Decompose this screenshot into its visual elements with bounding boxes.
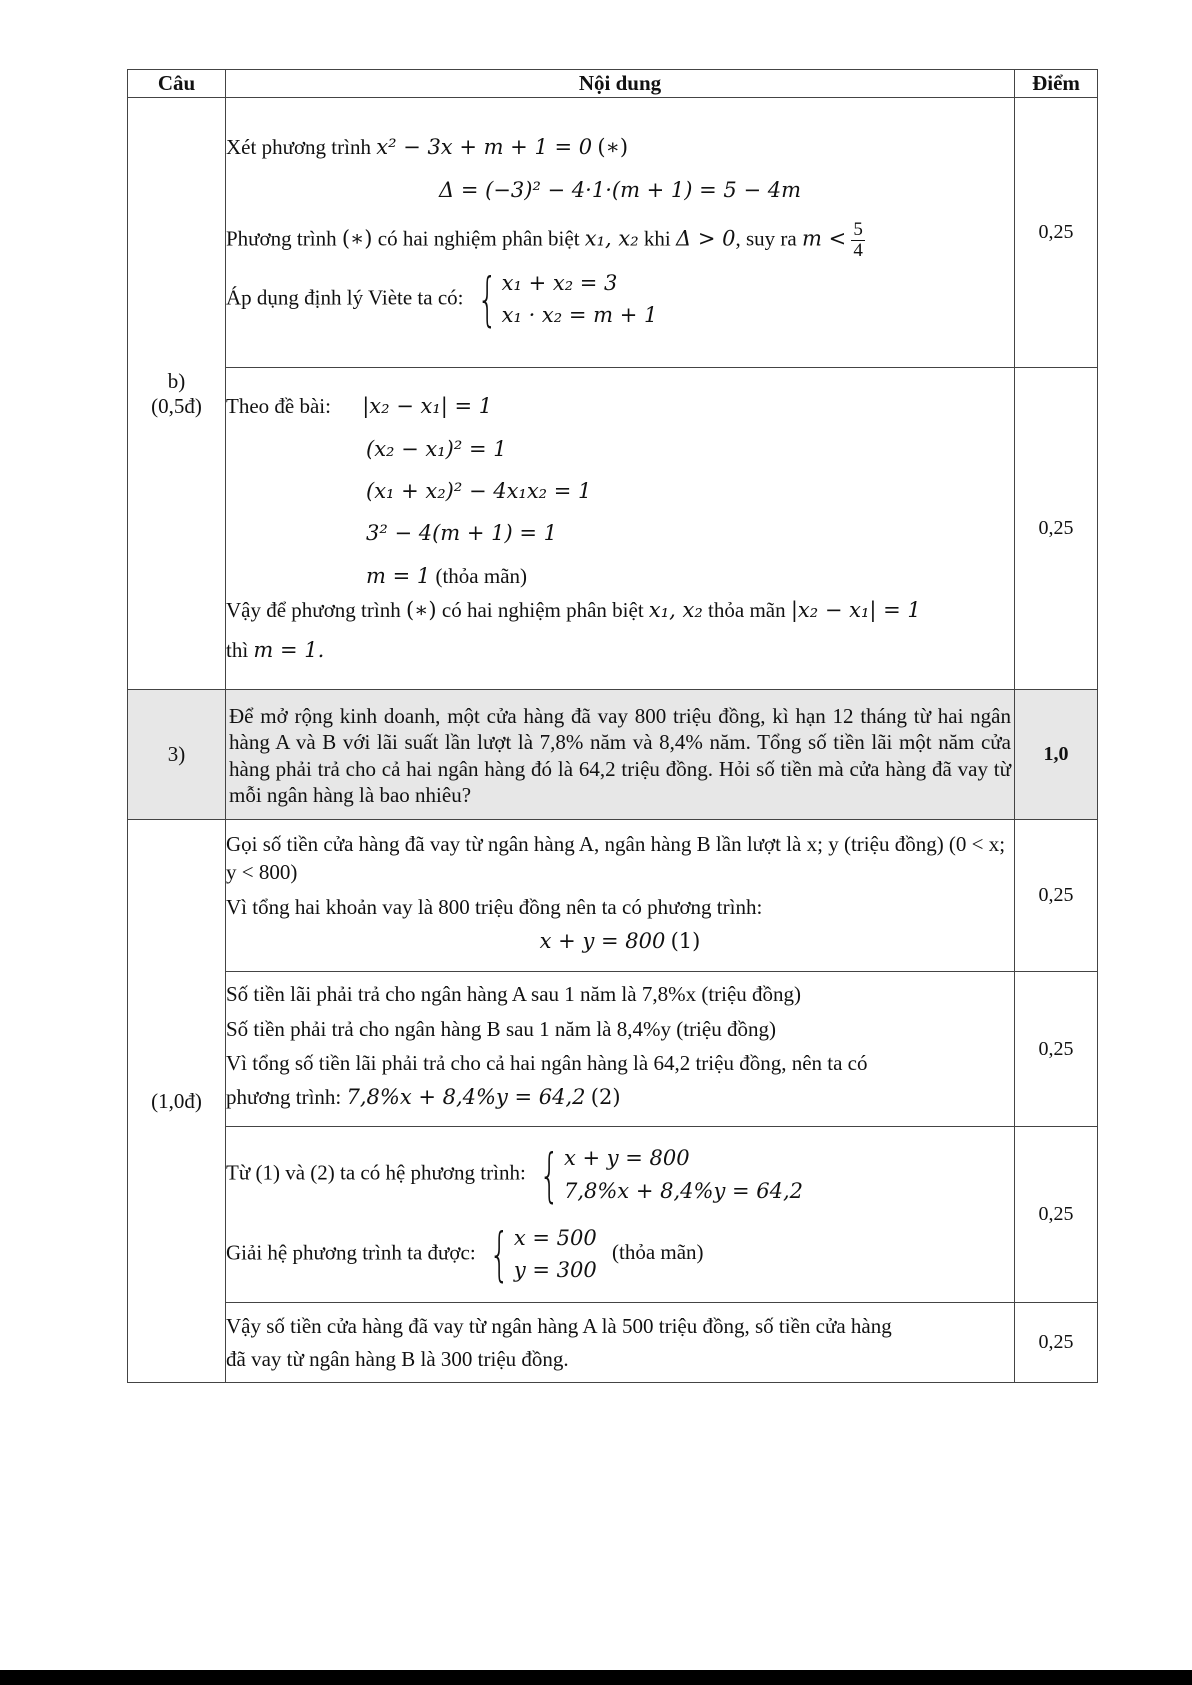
part-b-label-cell	[128, 98, 226, 690]
conclusion-line	[226, 596, 1014, 624]
equation-1: x + y = 800	[539, 928, 666, 953]
part-3-score-4: 0,25	[1015, 1303, 1098, 1383]
viete-row-2: x₁ · x₂ = m + 1	[501, 303, 658, 328]
cond-delta: Δ > 0	[676, 226, 736, 251]
part-3-block-4	[226, 1303, 1015, 1383]
equation-1-tag: (1)	[670, 928, 701, 953]
part-3-block-1	[226, 820, 1015, 972]
solution-row-1: x = 500	[513, 1225, 597, 1250]
concl-text-3: thỏa mãn	[708, 598, 786, 623]
part-b-label: b)	[167, 368, 186, 393]
xet-equation: x² − 3x + m + 1 = 0	[376, 135, 593, 160]
equation-system	[531, 1142, 803, 1207]
block1-line-1: Gọi số tiền cửa hàng đã vay từ ngân hàng A, ngân hàng B lần lượt là x; y (triệu đồng) (0 < x; y < 800)	[226, 831, 1006, 885]
cond-text-2: có hai nghiệm phân biệt	[377, 226, 580, 251]
bottom-border	[0, 1670, 1192, 1685]
part-b-points: (0,5đ)	[151, 393, 202, 418]
part-3-problem: Để mở rộng kinh doanh, một cửa hàng đã vay 800 triệu đồng, kì hạn 12 tháng từ hai ngân hàng A và B với lãi suất lần lượt là 7,8% năm và 8,4% năm. Tổng số tiền lãi một năm cửa hàng phải trả cho cả hai ngân hàng đó là 64,2 triệu đồng. Hỏi số tiền mà cửa hàng đã vay từ mỗi ngân hàng là bao nhiêu?	[226, 690, 1015, 820]
concl-text-1: Vậy để phương trình	[226, 598, 401, 623]
step-5-line	[226, 562, 1014, 590]
step-4: 3² − 4(m + 1) = 1	[366, 521, 557, 546]
step-5: m = 1	[366, 563, 431, 588]
block4-line-1: Vậy số tiền cửa hàng đã vay từ ngân hàng A là 500 triệu đồng, số tiền cửa hàng	[226, 1314, 892, 1339]
system-line	[226, 1142, 1014, 1207]
solution-note: (thỏa mãn)	[612, 1239, 704, 1264]
delta-equation: Δ = (−3)² − 4·1·(m + 1) = 5 − 4m	[438, 177, 802, 202]
part-3-label: 3)	[128, 690, 226, 820]
viete-text: Áp dụng định lý Viète ta có:	[226, 285, 464, 310]
equation-2: 7,8%x + 8,4%y = 64,2	[346, 1085, 586, 1110]
solution-row-2: y = 300	[513, 1258, 597, 1283]
part-3-row-3	[128, 1127, 1098, 1303]
step-2-line	[226, 435, 1014, 463]
block2-line-2: Số tiền phải trả cho ngân hàng B sau 1 năm là 8,4%y (triệu đồng)	[226, 1016, 776, 1041]
block1-equation-line	[226, 927, 1014, 955]
part-b-score-2: 0,25	[1015, 368, 1098, 690]
cond-star: (∗)	[341, 226, 373, 251]
concl-vars: x₁, x₂	[648, 598, 703, 623]
fraction-5-4	[851, 220, 865, 261]
solution-line	[226, 1222, 1014, 1287]
block2-line-4-text: phương trình:	[226, 1085, 342, 1110]
concl-m: m = 1.	[253, 638, 325, 663]
concl-star: (∗)	[405, 598, 437, 623]
fraction-denominator: 4	[853, 239, 863, 261]
part-b-score-1: 0,25	[1015, 98, 1098, 368]
delta-line	[226, 176, 1014, 204]
step-5-note: (thỏa mãn)	[435, 563, 528, 588]
xet-text: Xét phương trình	[226, 135, 371, 160]
theo-text: Theo đề bài:	[226, 394, 331, 419]
part-3-points: (1,0đ)	[128, 820, 226, 1383]
conclusion-line-2	[226, 636, 1014, 664]
cond-vars: x₁, x₂	[584, 226, 639, 251]
part-3-score-1: 0,25	[1015, 820, 1098, 972]
brace-icon: {	[539, 1140, 560, 1209]
part-b-row-2	[128, 368, 1098, 690]
part-b-block-1	[226, 98, 1015, 368]
viete-line	[226, 267, 1014, 332]
viete-row-1: x₁ + x₂ = 3	[501, 270, 618, 295]
block4-line-2: đã vay từ ngân hàng B là 300 triệu đồng.	[226, 1346, 569, 1371]
part-3-row-4	[128, 1303, 1098, 1383]
block1-line-2: Vì tổng hai khoản vay là 800 triệu đồng nên ta có phương trình:	[226, 894, 763, 919]
brace-icon: {	[477, 265, 498, 334]
fraction-numerator: 5	[853, 218, 863, 240]
part-b-block-2	[226, 368, 1015, 690]
theo-line	[226, 392, 1014, 420]
part-3-row-2	[128, 972, 1098, 1127]
part-3-row-1	[128, 820, 1098, 972]
step-3: (x₁ + x₂)² − 4x₁x₂ = 1	[366, 478, 592, 503]
block2-line-1: Số tiền lãi phải trả cho ngân hàng A sau 1 năm là 7,8%x (triệu đồng)	[226, 982, 802, 1007]
part-3-problem-row	[128, 690, 1098, 820]
brace-icon: {	[489, 1220, 510, 1289]
solution-system	[481, 1222, 597, 1287]
step-4-line	[226, 519, 1014, 547]
part-3-block-2	[226, 972, 1015, 1127]
header-diem: Điểm	[1015, 70, 1098, 98]
xet-line	[226, 133, 1014, 161]
part-3-score-2: 0,25	[1015, 972, 1098, 1127]
system-text: Từ (1) và (2) ta có hệ phương trình:	[226, 1160, 526, 1185]
part-b-row-1	[128, 98, 1098, 368]
step-2: (x₂ − x₁)² = 1	[366, 436, 507, 461]
step-3-line	[226, 477, 1014, 505]
equation-2-tag: (2)	[590, 1085, 621, 1110]
cond-text-1: Phương trình	[226, 226, 337, 251]
cond-text-4: , suy ra	[735, 226, 797, 251]
part-3-score-3: 0,25	[1015, 1127, 1098, 1303]
system-row-2: 7,8%x + 8,4%y = 64,2	[563, 1178, 804, 1203]
concl-text-4: thì	[226, 638, 249, 663]
header-noi-dung: Nội dung	[226, 70, 1015, 98]
star-label: (∗)	[597, 135, 629, 160]
step-1: |x₂ − x₁| = 1	[362, 394, 493, 419]
part-3-block-3	[226, 1127, 1015, 1303]
part-3-score: 1,0	[1015, 690, 1098, 820]
cond-m: m <	[801, 226, 847, 251]
header-cau: Câu	[128, 70, 226, 98]
answer-table	[127, 69, 1098, 1383]
system-row-1: x + y = 800	[563, 1146, 690, 1171]
header-row	[128, 70, 1098, 98]
viete-system	[469, 267, 658, 332]
cond-text-3: khi	[643, 226, 671, 251]
condition-line	[226, 220, 1014, 261]
solution-text: Giải hệ phương trình ta được:	[226, 1239, 476, 1264]
concl-text-2: có hai nghiệm phân biệt	[441, 598, 644, 623]
concl-abs: |x₂ − x₁| = 1	[790, 598, 921, 623]
block2-line-3: Vì tổng số tiền lãi phải trả cho cả hai ngân hàng là 64,2 triệu đồng, nên ta có	[226, 1051, 868, 1075]
block2-line-4	[226, 1083, 1014, 1111]
